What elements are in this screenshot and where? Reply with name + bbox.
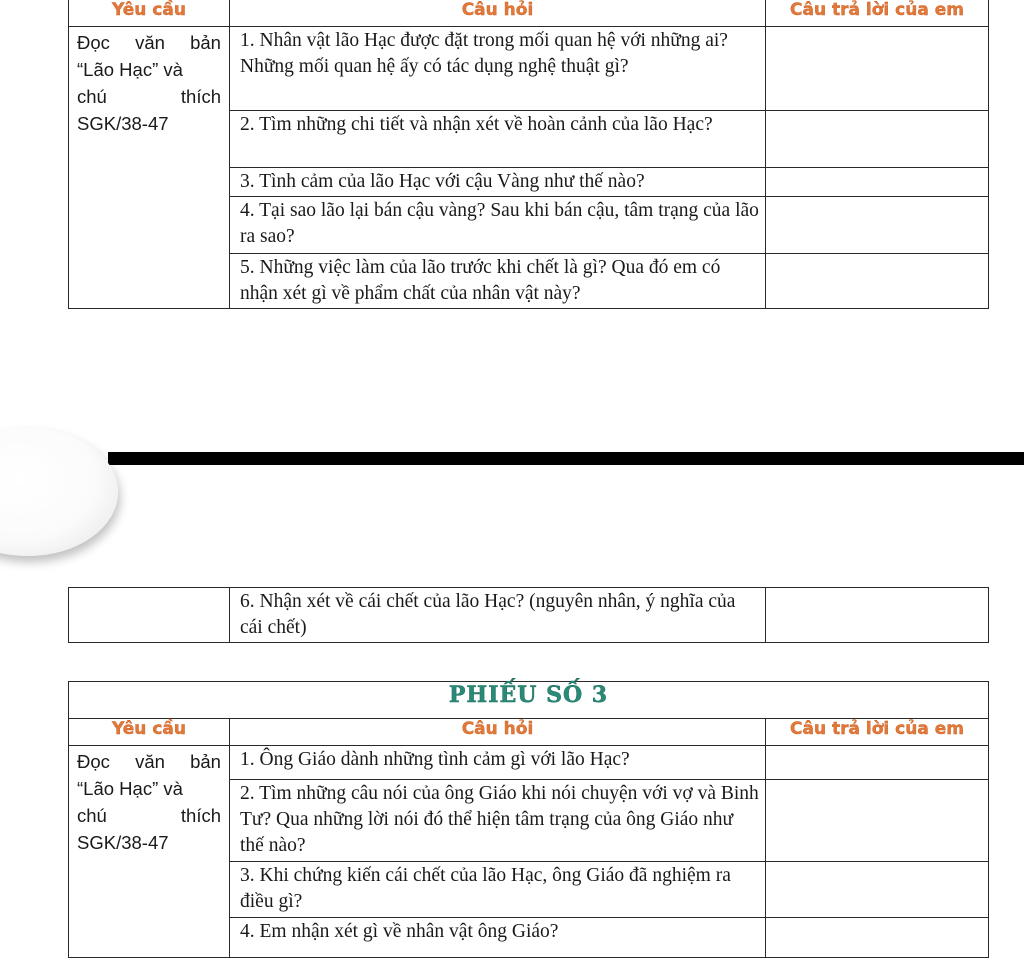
answer-cell[interactable] (766, 168, 989, 197)
question-cell: 1. Nhân vật lão Hạc được đặt trong mối quan hệ với những ai? Những mối quan hệ ấy có tác dụng nghệ thuật gì? (230, 27, 766, 111)
answer-cell[interactable] (766, 862, 989, 918)
requirement-word: thích (180, 86, 221, 107)
answer-cell[interactable] (766, 588, 989, 643)
requirement-line: SGK/38-47 (77, 832, 169, 853)
requirement-cell (69, 27, 230, 309)
header-row (69, 719, 989, 746)
worksheet-3-table (68, 681, 988, 958)
question-cell: 4. Tại sao lão lại bán cậu vàng? Sau khi bán cậu, tâm trạng của lão ra sao? (230, 197, 766, 254)
header-requirement: Yêu cầu (69, 0, 230, 27)
question-cell: 2. Tìm những chi tiết và nhận xét về hoàn cảnh của lão Hạc? (230, 111, 766, 168)
worksheet-2-continued-table (68, 587, 988, 643)
question-cell: 1. Ông Giáo dành những tình cảm gì với lão Hạc? (230, 746, 766, 780)
requirement-word: văn (135, 32, 165, 53)
answer-cell[interactable] (766, 254, 989, 309)
header-question: Câu hỏi (230, 719, 766, 746)
answer-cell[interactable] (766, 111, 989, 168)
requirement-word: chú (77, 805, 107, 826)
header-answer: Câu trả lời của em (766, 0, 989, 27)
question-cell: 6. Nhận xét về cái chết của lão Hạc? (nguyên nhân, ý nghĩa của cái chết) (230, 588, 766, 643)
question-cell: 5. Những việc làm của lão trước khi chết là gì? Qua đó em có nhận xét gì về phẩm chất của nhân vật này? (230, 254, 766, 309)
question-cell: 4. Em nhận xét gì về nhân vật ông Giáo? (230, 918, 766, 958)
header-question: Câu hỏi (230, 0, 766, 27)
requirement-word: văn (135, 751, 165, 772)
requirement-word: Đọc (77, 32, 110, 53)
question-cell: 2. Tìm những câu nói của ông Giáo khi nói chuyện với vợ và Binh Tư? Qua những lời nói đó thể hiện tâm trạng của ông Giáo như thế nào? (230, 780, 766, 862)
worksheet-title (69, 682, 989, 719)
question-cell: 3. Khi chứng kiến cái chết của lão Hạc, ông Giáo đã nghiệm ra điều gì? (230, 862, 766, 918)
requirement-line: SGK/38-47 (77, 113, 169, 134)
answer-cell[interactable] (766, 918, 989, 958)
header-row (69, 0, 989, 27)
overlay-circle-button[interactable] (0, 428, 118, 556)
answer-cell[interactable] (766, 197, 989, 254)
answer-cell[interactable] (766, 780, 989, 862)
requirement-word: bản (190, 751, 221, 772)
answer-cell[interactable] (766, 746, 989, 780)
worksheet-title-text: PHIẾU SỐ 3 (448, 682, 609, 708)
requirement-word: Đọc (77, 751, 110, 772)
divider-bar (108, 452, 1024, 465)
header-requirement: Yêu cầu (69, 719, 230, 746)
requirement-line: “Lão Hạc” và (77, 59, 183, 80)
requirement-word: thích (180, 805, 221, 826)
worksheet-2-table (68, 0, 988, 309)
requirement-line: “Lão Hạc” và (77, 778, 183, 799)
question-cell: 3. Tình cảm của lão Hạc với cậu Vàng như thế nào? (230, 168, 766, 197)
requirement-word: chú (77, 86, 107, 107)
header-answer: Câu trả lời của em (766, 719, 989, 746)
requirement-cell (69, 588, 230, 643)
requirement-word: bản (190, 32, 221, 53)
requirement-cell (69, 746, 230, 958)
answer-cell[interactable] (766, 27, 989, 111)
